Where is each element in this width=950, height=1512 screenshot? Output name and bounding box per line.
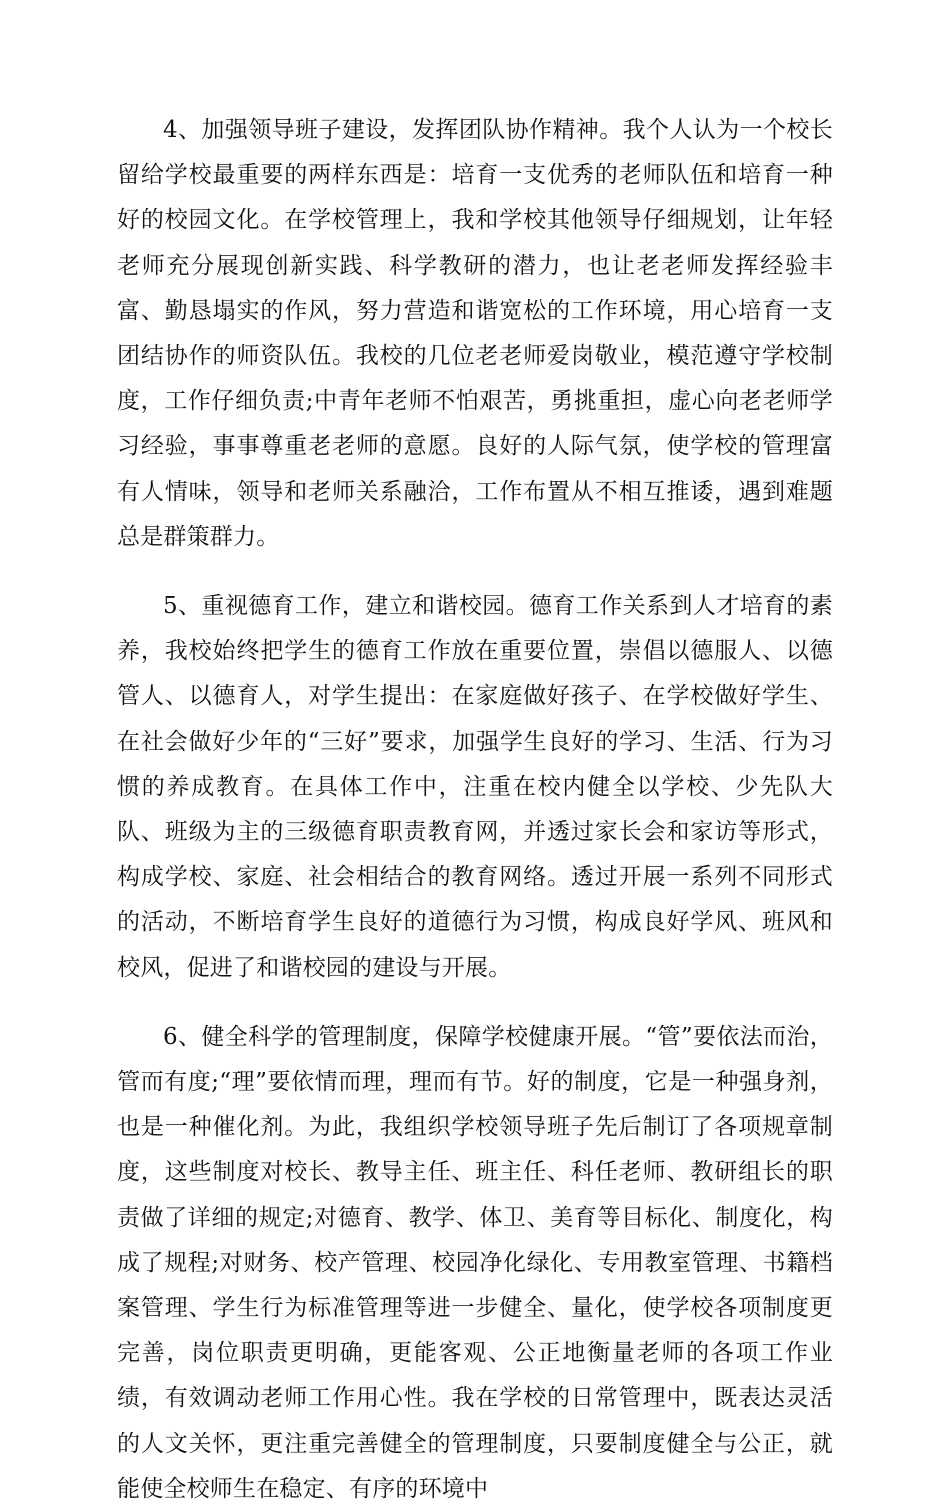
paragraph-4-leadership-team: 4、加强领导班子建设，发挥团队协作精神。我个人认为一个校长留给学校最重要的两样东西是：培育一支优秀的老师队伍和培育一种好的校园文化。在学校管理上，我和学校其他领导仔细规划，让年轻老师充分展现创新实践、科学教研的潜力，也让老老师发挥经验丰富、勤恳塌实的作风，努力营造和谐宽松的工作环境，用心培育一支团结协作的师资队伍。我校的几位老老师爱岗敬业，模范遵守学校制度，工作仔细负责;中青年老师不怕艰苦，勇挑重担，虚心向老老师学习经验，事事尊重老老师的意愿。良好的人际气氛，使学校的管理富有人情味，领导和老师关系融洽，工作布置从不相互推诿，遇到难题总是群策群力。 xyxy=(117,117,833,550)
document-page xyxy=(117,108,833,1512)
paragraph-6-management-system: 6、健全科学的管理制度，保障学校健康开展。“管”要依法而治，管而有度;“理”要依情而理，理而有节。好的制度，它是一种强身剂，也是一种催化剂。为此，我组织学校领导班子先后制订了各项规章制度，这些制度对校长、教导主任、班主任、科任老师、教研组长的职责做了详细的规定;对德育、教学、体卫、美育等目标化、制度化，构成了规程;对财务、校产管理、校园净化绿化、专用教室管理、书籍档案管理、学生行为标准管理等进一步健全、量化，使学校各项制度更完善，岗位职责更明确，更能客观、公正地衡量老师的各项工作业绩，有效调动老师工作用心性。我在学校的日常管理中，既表达灵活的人文关怀，更注重完善健全的管理制度，只要制度健全与公正，就能使全校师生在稳定、有序的环境中 xyxy=(117,1023,833,1502)
paragraph-5-moral-education: 5、重视德育工作，建立和谐校园。德育工作关系到人才培育的素养，我校始终把学生的德育工作放在重要位置，崇倡以德服人、以德管人、以德育人，对学生提出：在家庭做好孩子、在学校做好学生、在社会做好少年的“三好”要求，加强学生良好的学习、生活、行为习惯的养成教育。在具体工作中，注重在校内健全以学校、少先队大队、班级为主的三级德育职责教育网，并透过家长会和家访等形式，构成学校、家庭、社会相结合的教育网络。透过开展一系列不同形式的活动，不断培育学生良好的道德行为习惯，构成良好学风、班风和校风，促进了和谐校园的建设与开展。 xyxy=(117,593,833,981)
